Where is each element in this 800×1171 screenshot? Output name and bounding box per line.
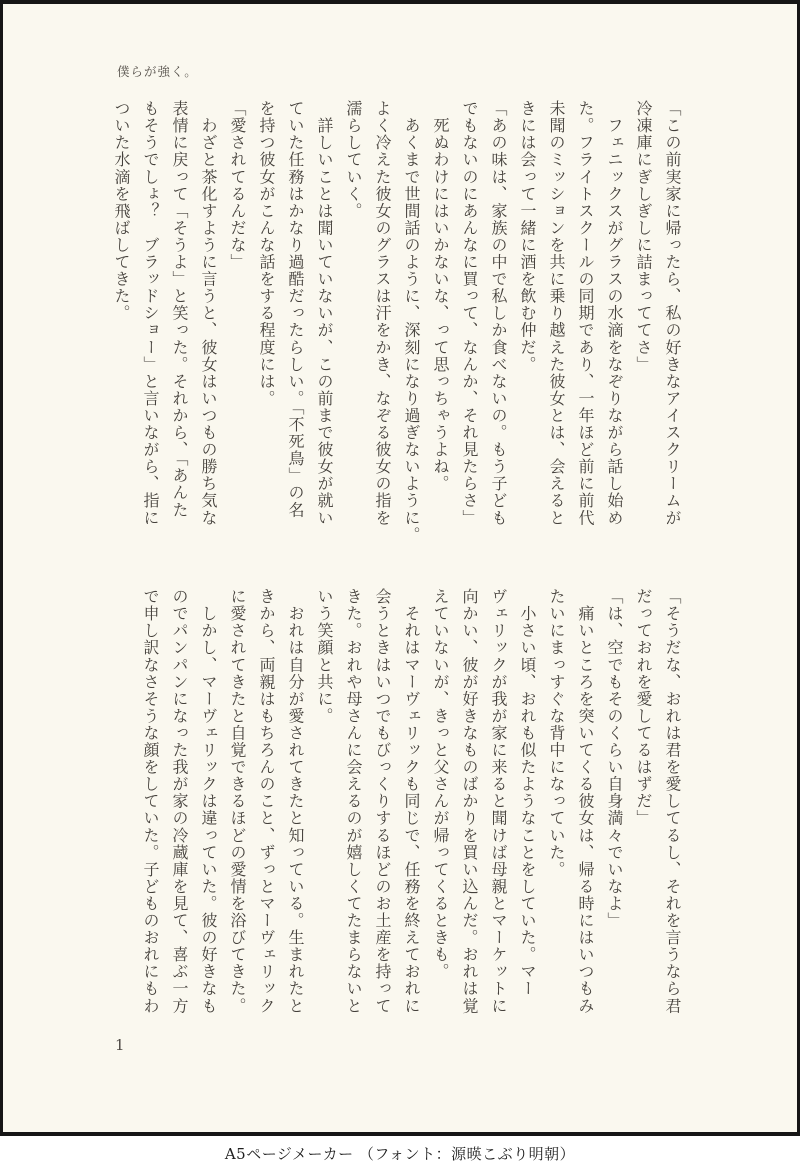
text-column: だっておれを愛してるはずだ」 [634, 588, 653, 827]
text-column: あくまで世間話のように、深刻になり過ぎないように。 [402, 100, 421, 544]
text-column: ていた任務はかなり過酷だったらしい。「不死鳥」の名 [286, 100, 305, 519]
text-column: 痛いところを突いてくる彼女は、帰る時にはいつもみ [576, 588, 595, 1015]
text-column: もそうでしょ？ ブラッドショー」と言いながら、指に [141, 100, 160, 527]
text-column: 会うときはいつでもびっくりするほどのお土産を持って [373, 588, 392, 1015]
text-column: たいにまっすぐな背中になっていた。 [547, 588, 566, 878]
text-column: 小さい頃、おれも似たようなことをしていた。マー [518, 588, 537, 998]
footer-bar [0, 1136, 800, 1171]
text-column: 「この前実家に帰ったら、私の好きなアイスクリームが [663, 100, 682, 527]
text-column: きから、両親はもちろんのこと、ずっとマーヴェリック [257, 588, 276, 1015]
text-column: 「愛されてるんだな」 [228, 100, 247, 271]
text-column: のでパンパンになった我が家の冷蔵庫を見て、喜ぶ一方 [170, 588, 189, 1015]
text-column: よく冷えた彼女のグラスは汗をかき、なぞる彼女の指を [373, 100, 392, 527]
text-column: 濡らしていく。 [344, 100, 363, 220]
text-column: 未聞のミッションを共に乗り越えた彼女とは、会えると [547, 100, 566, 527]
text-column: おれは自分が愛されてきたと知っている。生まれたと [286, 588, 305, 1015]
text-column: いう笑顔と共に。 [315, 588, 334, 725]
text-column: 表情に戻って「そうよ」と笑った。それから、「あんた [170, 100, 189, 519]
text-column: で申し訳なさそうな顔をしていた。子どものおれにもわ [141, 588, 160, 1015]
text-column: 「は、空でもそのくらい自身満々でいなよ」 [605, 588, 624, 929]
text-column: わざと茶化すように言うと、彼女はいつもの勝ち気な [199, 100, 218, 527]
text-column: 詳しいことは聞いていないが、この前まで彼女が就い [315, 100, 334, 527]
text-block-upper [107, 100, 687, 544]
text-column: た。フライトスクールの同期であり、一年ほど前に前代 [576, 100, 595, 527]
text-column: 死ぬわけにはいかないな、って思っちゃうよね。 [431, 100, 450, 493]
text-column: 向かい、彼が好きなものばかりを買い込んだ。おれは覚 [460, 588, 479, 1015]
text-column: フェニックスがグラスの水滴をなぞりながら話し始め [605, 100, 624, 527]
text-column: しかし、マーヴェリックは違っていた。彼の好きなも [199, 588, 218, 1015]
page-header-title: 僕らが強く。 [117, 64, 198, 79]
text-column: 冷凍庫にぎしぎしに詰まっててさ」 [634, 100, 653, 373]
text-column: に愛されてきたと自覚できるほどの愛情を浴びてきた。 [228, 588, 247, 1015]
text-column: えていないが、きっと父さんが帰ってくるときも。 [431, 588, 450, 981]
text-column: を持つ彼女がこんな話をする程度には。 [257, 100, 276, 407]
text-column: それはマーヴェリックも同じで、任務を終えておれに [402, 588, 421, 1015]
text-block-lower [136, 588, 687, 1030]
text-column: でもないのにあんなに買って、なんか、それ見たらさ」 [460, 100, 479, 527]
footer-app-label: A5ページメーカー （フォント：源暎こぶり明朝） [224, 1145, 576, 1163]
text-column: ついた水滴を飛ばしてきた。 [112, 100, 131, 322]
page-number: 1 [115, 1036, 125, 1054]
text-column: きには会って一緒に酒を飲む仲だ。 [518, 100, 537, 373]
text-column: 「あの味は、家族の中で私しか食べないの。もう子ども [489, 100, 508, 527]
text-column: きた。おれや母さんに会えるのが嬉しくてたまらないと [344, 588, 363, 1015]
text-column: ヴェリックが我が家に来ると聞けば母親とマーケットに [489, 588, 508, 1015]
text-column: 「そうだな、おれは君を愛してるし、それを言うなら君 [663, 588, 682, 1015]
